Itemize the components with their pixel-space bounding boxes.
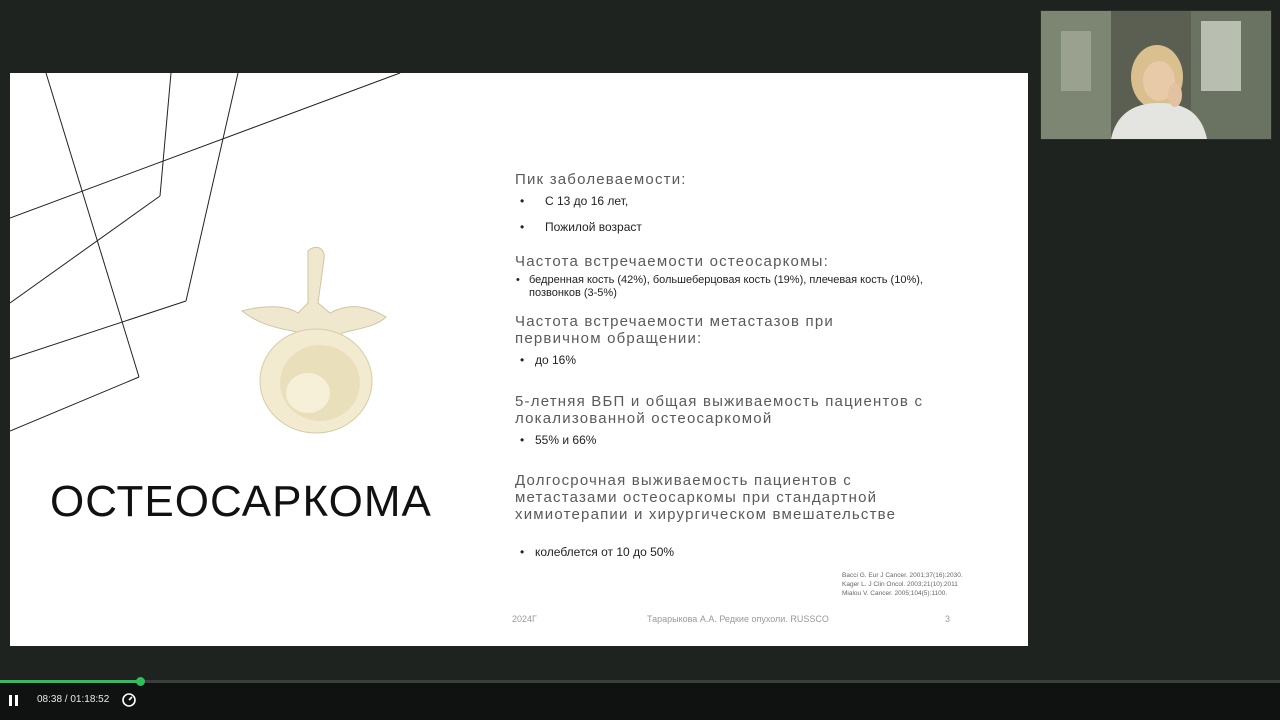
list-item: • С 13 до 16 лет, — [515, 194, 975, 208]
playback-time: 08:38 / 01:18:52 — [37, 694, 110, 705]
section-osteosarcoma-frequency — [515, 253, 975, 300]
list-item: • Пожилой возраст — [515, 220, 975, 234]
progress-bar[interactable] — [0, 680, 1280, 683]
progress-fill — [0, 680, 140, 683]
section-five-year-survival — [515, 393, 975, 447]
section-heading: Частота встречаемости метастазов при первичном обращении: — [515, 313, 835, 347]
section-heading: Долгосрочная выживаемость пациентов с метастазами остеосаркомы при стандартной химиотерапии и хирургическом вмешательстве — [515, 472, 897, 523]
player-controls — [0, 680, 1280, 720]
footer-year: 2024Г — [512, 614, 537, 624]
footer-page-number: 3 — [945, 614, 951, 624]
list-item: • 55% и 66% — [515, 433, 975, 447]
vertebra-image — [238, 243, 398, 438]
reference: Bacci G. Eur J Cancer. 2001;37(16):2030. — [842, 572, 963, 579]
speaker-webcam — [1040, 10, 1272, 140]
section-long-term-survival — [515, 472, 975, 559]
reference: Mialou V. Cancer. 2005;104(5):1100. — [842, 590, 948, 597]
presentation-slide — [10, 73, 1028, 646]
list-item: • бедренная кость (42%), большеберцовая кость (19%), плечевая кость (10%), позвонков (3-5%) — [515, 274, 975, 300]
section-metastasis-frequency — [515, 313, 975, 367]
section-heading: Частота встречаемости остеосаркомы: — [515, 253, 829, 270]
pause-icon[interactable] — [8, 695, 20, 707]
footer-author: Тарарыкова А.А. Редкие опухоли. RUSSCO — [647, 614, 829, 624]
slide-title: ОСТЕОСАРКОМА — [50, 477, 432, 526]
section-heading: 5-летняя ВБП и общая выживаемость пациентов с локализованной остеосаркомой — [515, 393, 924, 427]
playback-speed-icon[interactable] — [121, 692, 137, 708]
references — [842, 571, 963, 598]
speaker-video-image — [1041, 11, 1271, 139]
progress-handle[interactable] — [136, 677, 145, 686]
list-item: • колеблется от 10 до 50% — [515, 545, 975, 559]
list-item: • до 16% — [515, 353, 975, 367]
section-heading: Пик заболеваемости: — [515, 171, 687, 188]
section-peak-incidence — [515, 171, 975, 234]
reference: Kager L. J Clin Oncol. 2003;21(10):2011 — [842, 581, 958, 588]
